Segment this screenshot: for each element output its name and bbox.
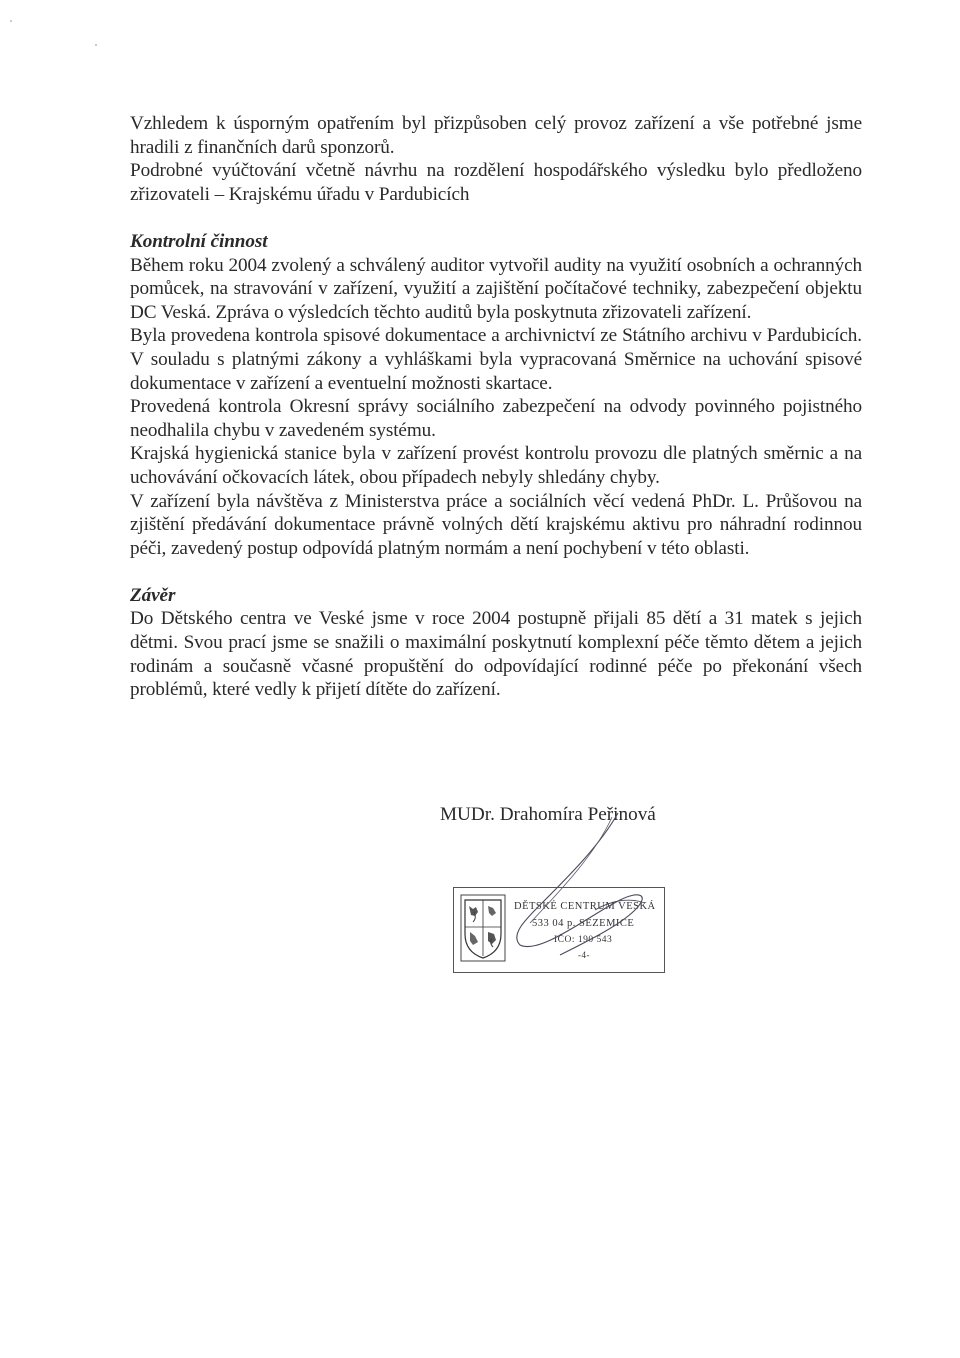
stamp-line: DĚTSKÉ CENTRUM VESKÁ bbox=[514, 901, 656, 912]
signature-name: MUDr. Drahomíra Peřinová bbox=[440, 804, 656, 825]
paragraph: Provedená kontrola Okresní správy sociálního zabezpečení na odvody povinného pojistného neodhalila chybu v zavedeném systému. bbox=[130, 396, 862, 441]
section-heading-control: Kontrolní činnost bbox=[130, 230, 268, 252]
scan-speck bbox=[95, 44, 97, 46]
section-heading-conclusion: Závěr bbox=[130, 584, 176, 606]
paragraph: Vzhledem k úsporným opatřením byl přizpůsoben celý provoz zařízení a vše potřebné jsme hradili z finančních darů sponzorů. bbox=[130, 113, 862, 158]
paragraph: Do Dětského centra ve Veské jsme v roce 2004 postupně přijali 85 dětí a 31 matek s jejich dětmi. Svou prací jsme se snažili o maximální poskytnutí komplexní péče těmto dětem a jejich rodinám a současně včasné propuštění do odpovídající rodinné péče po překonání všech problémů, které vedly k přijetí dítěte do zařízení. bbox=[130, 608, 862, 701]
stamp-line: 533 04 p. SEZEMICE bbox=[532, 918, 635, 929]
document-body bbox=[130, 112, 862, 702]
paragraph: Krajská hygienická stanice byla v zařízení provést kontrolu provozu dle platných směrnic a na uchovávání očkovacích látek, obou případech nebyly shledány chyby. bbox=[130, 443, 862, 488]
handwritten-signature-icon bbox=[500, 805, 670, 975]
scan-speck bbox=[10, 20, 12, 22]
stamp-line: -4- bbox=[578, 950, 590, 960]
paragraph: Byla provedena kontrola spisové dokumentace a archivnictví ze Státního archivu v Pardubicích. V souladu s platnými zákony a vyhláškami byla vypracovaná Směrnice na uchování spisové dokumentace v zařízení a eventuelní možnosti skartace. bbox=[130, 325, 862, 394]
paragraph: Podrobné vyúčtování včetně návrhu na rozdělení hospodářského výsledku bylo předloženo zřizovateli – Krajskému úřadu v Pardubicích bbox=[130, 160, 862, 205]
paragraph: V zařízení byla návštěva z Ministerstva práce a sociálních věcí vedená PhDr. L. Průšovou na zjištění předávání dokumentace právně volných dětí krajskému aktivu pro náhradní rodinnou péči, zavedený postup odpovídá platným normám a není pochybení v této oblasti. bbox=[130, 490, 862, 559]
stamp-line: IČO: 190 543 bbox=[554, 935, 613, 945]
paragraph: Během roku 2004 zvolený a schválený auditor vytvořil audity na využití osobních a ochranných pomůcek, na stravování v zařízení, využití a zajištění počítačové techniky, zabezpečení objektu DC Veská. Zpráva o výsledcích těchto auditů byla poskytnuta zřizovateli zařízení. bbox=[130, 254, 862, 323]
